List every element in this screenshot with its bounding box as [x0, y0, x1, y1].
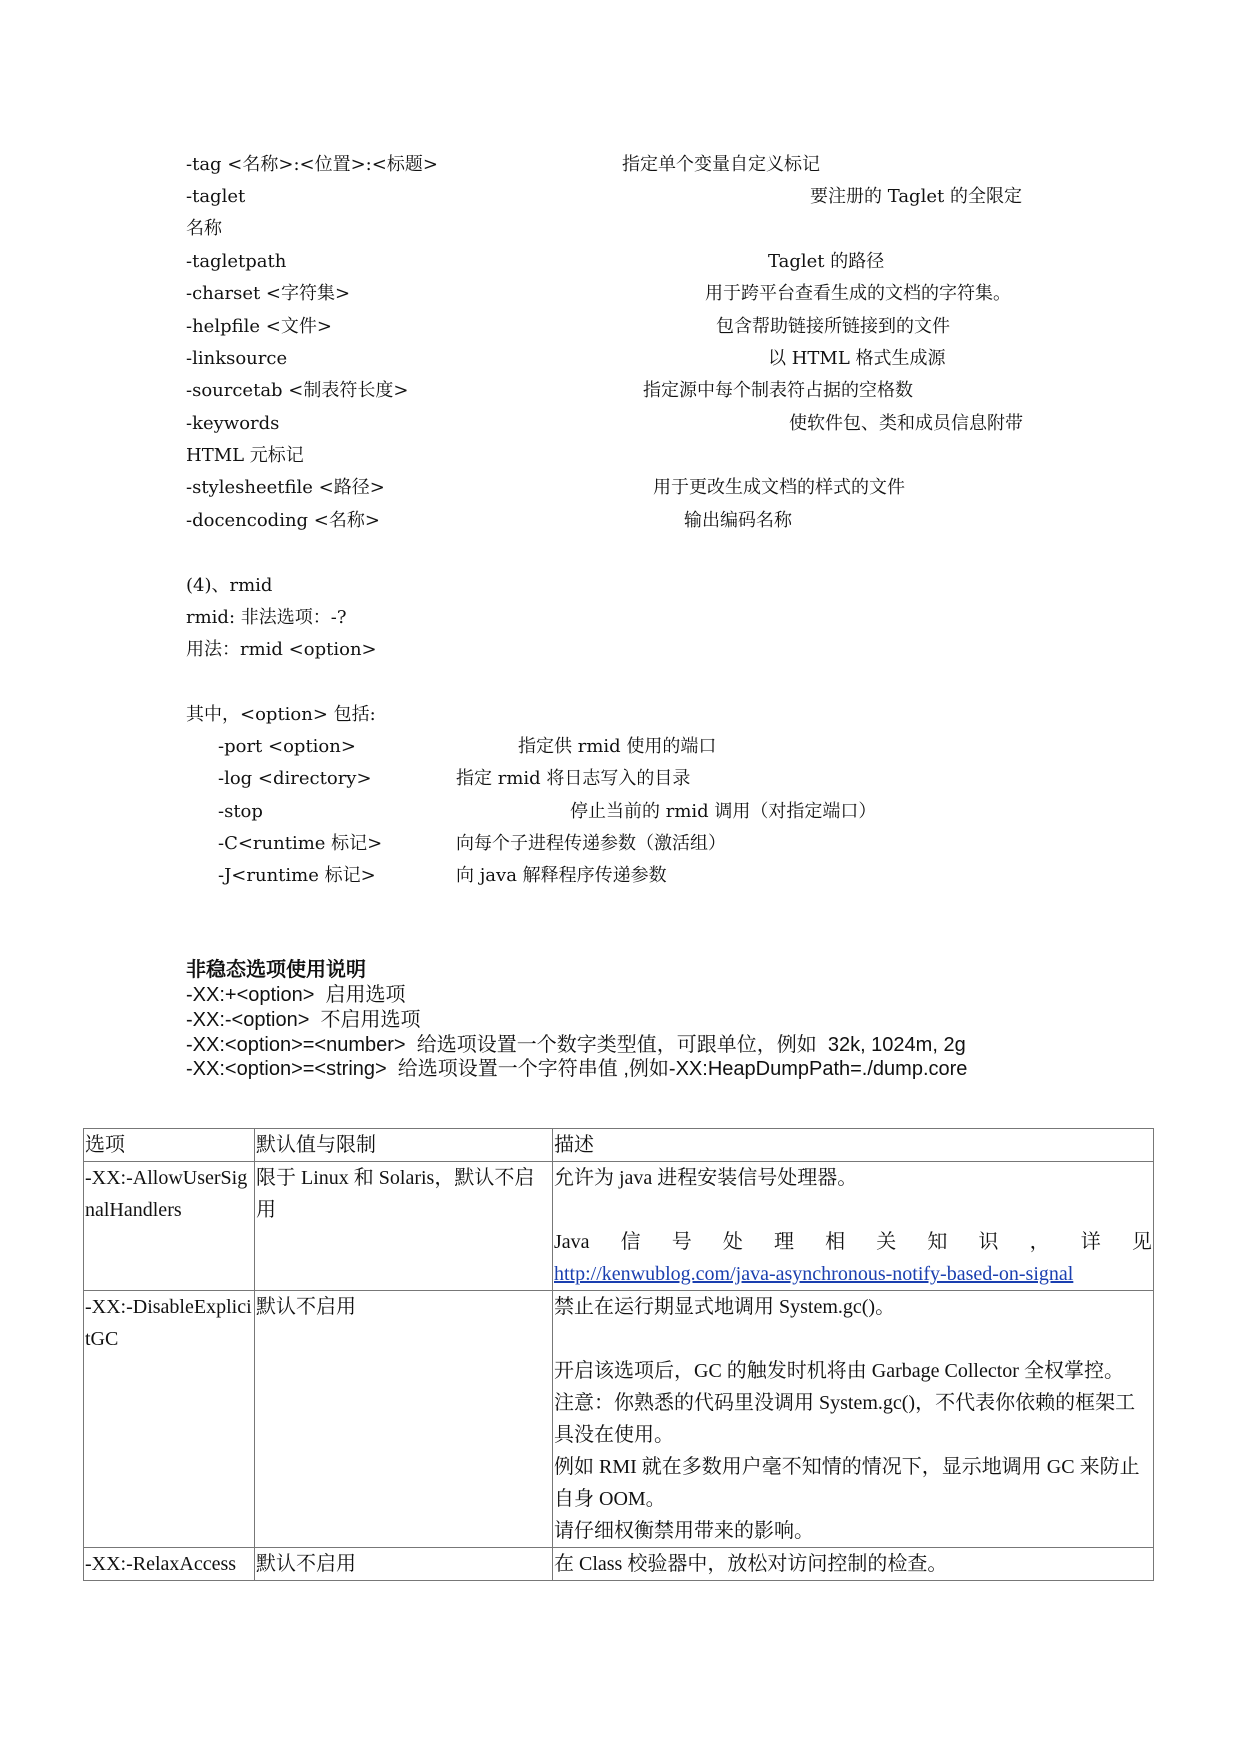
table-header-row [84, 1129, 1154, 1162]
rmid-option-name: -J<runtime 标记> [218, 865, 376, 886]
option-desc: 要注册的 Taglet 的全限定 [810, 186, 1022, 207]
option-desc: 用于跨平台查看生成的文档的字符集。 [705, 283, 1011, 304]
description-text: 开启该选项后，GC 的触发时机将由 Garbage Collector 全权掌控。 [554, 1360, 1124, 1382]
table-row [84, 1548, 1154, 1581]
option-desc: 指定单个变量自定义标记 [622, 154, 820, 175]
rmid-heading: (4)、rmid [186, 575, 273, 596]
header-option: 选项 [84, 1129, 255, 1162]
header-description: 描述 [553, 1129, 1154, 1162]
nonstable-line: -XX:<option>=<number> 给选项设置一个数字类型值，可跟单位，例如 32k, 1024m, 2g [186, 1034, 966, 1056]
nonstable-title: 非稳态选项使用说明 [186, 959, 366, 981]
option-name: -docencoding <名称> [186, 510, 380, 531]
nonstable-line: -XX:+<option> 启用选项 [186, 984, 406, 1006]
option-cell: -XX:-DisableExplicitGC [84, 1291, 255, 1548]
option-desc: 使软件包、类和成员信息附带 [789, 413, 1023, 434]
option-desc: 指定源中每个制表符占据的空格数 [643, 380, 913, 401]
rmid-option-desc: 向每个子进程传递参数（激活组） [456, 833, 726, 854]
options-table [83, 1128, 1154, 1581]
description-cell [553, 1162, 1154, 1291]
header-default: 默认值与限制 [255, 1129, 553, 1162]
option-name: -stylesheetfile <路径> [186, 477, 385, 498]
option-desc-wrap: HTML 元标记 [186, 445, 304, 466]
default-cell: 限于 Linux 和 Solaris，默认不启用 [255, 1162, 553, 1291]
rmid-option-desc: 指定供 rmid 使用的端口 [518, 736, 717, 757]
option-name: -keywords [186, 413, 280, 434]
table-row [84, 1291, 1154, 1548]
rmid-option-name: -C<runtime 标记> [218, 833, 383, 854]
rmid-option-name: -stop [218, 801, 263, 822]
rmid-error: rmid: 非法选项：-? [186, 607, 347, 628]
option-desc-wrap: 名称 [186, 218, 222, 239]
option-cell: -XX:-RelaxAccess [84, 1548, 255, 1581]
description-text: 允许为 java 进程安装信号处理器。 [554, 1167, 858, 1189]
nonstable-line: -XX:<option>=<string> 给选项设置一个字符串值 ,例如-XX:HeapDumpPath=./dump.core [186, 1058, 968, 1080]
option-desc: 以 HTML 格式生成源 [768, 348, 946, 369]
rmid-option-desc: 停止当前的 rmid 调用（对指定端口） [570, 801, 877, 822]
description-text: 请仔细权衡禁用带来的影响。 [554, 1520, 814, 1542]
description-cell [553, 1291, 1154, 1548]
table-row [84, 1162, 1154, 1291]
option-cell: -XX:-AllowUserSignalHandlers [84, 1162, 255, 1291]
option-desc: 输出编码名称 [684, 510, 792, 531]
description-text: Java 信 号 处 理 相 关 知 识 ， 详 见 [554, 1231, 1152, 1253]
rmid-intro: 其中，<option> 包括: [186, 704, 376, 725]
option-name: -tag <名称>:<位置>:<标题> [186, 154, 438, 175]
rmid-option-desc: 指定 rmid 将日志写入的目录 [456, 768, 691, 789]
signal-article-link[interactable]: http://kenwublog.com/java-asynchronous-notify-based-on-signal [554, 1263, 1074, 1285]
option-name: -tagletpath [186, 251, 287, 272]
option-desc: 包含帮助链接所链接到的文件 [716, 316, 950, 337]
description-cell [553, 1548, 1154, 1581]
rmid-option-desc: 向 java 解释程序传递参数 [456, 865, 667, 886]
rmid-usage: 用法：rmid <option> [186, 639, 377, 660]
option-name: -helpfile <文件> [186, 316, 332, 337]
rmid-option-name: -log <directory> [218, 768, 372, 789]
nonstable-line: -XX:-<option> 不启用选项 [186, 1009, 421, 1031]
option-name: -sourcetab <制表符长度> [186, 380, 409, 401]
rmid-option-name: -port <option> [218, 736, 356, 757]
option-name: -taglet [186, 186, 246, 207]
description-text: 在 Class 校验器中，放松对访问控制的检查。 [554, 1553, 948, 1575]
description-text: 注意：你熟悉的代码里没调用 System.gc()，不代表你依赖的框架工具没在使用。 [554, 1392, 1136, 1446]
description-text: 禁止在运行期显式地调用 System.gc()。 [554, 1296, 896, 1318]
default-cell: 默认不启用 [255, 1548, 553, 1581]
option-desc: 用于更改生成文档的样式的文件 [653, 477, 905, 498]
description-text: 例如 RMI 就在多数用户毫不知情的情况下，显示地调用 GC 来防止自身 OOM。 [554, 1456, 1140, 1510]
option-name: -linksource [186, 348, 288, 369]
option-desc: Taglet 的路径 [768, 251, 885, 272]
default-cell: 默认不启用 [255, 1291, 553, 1548]
option-name: -charset <字符集> [186, 283, 351, 304]
